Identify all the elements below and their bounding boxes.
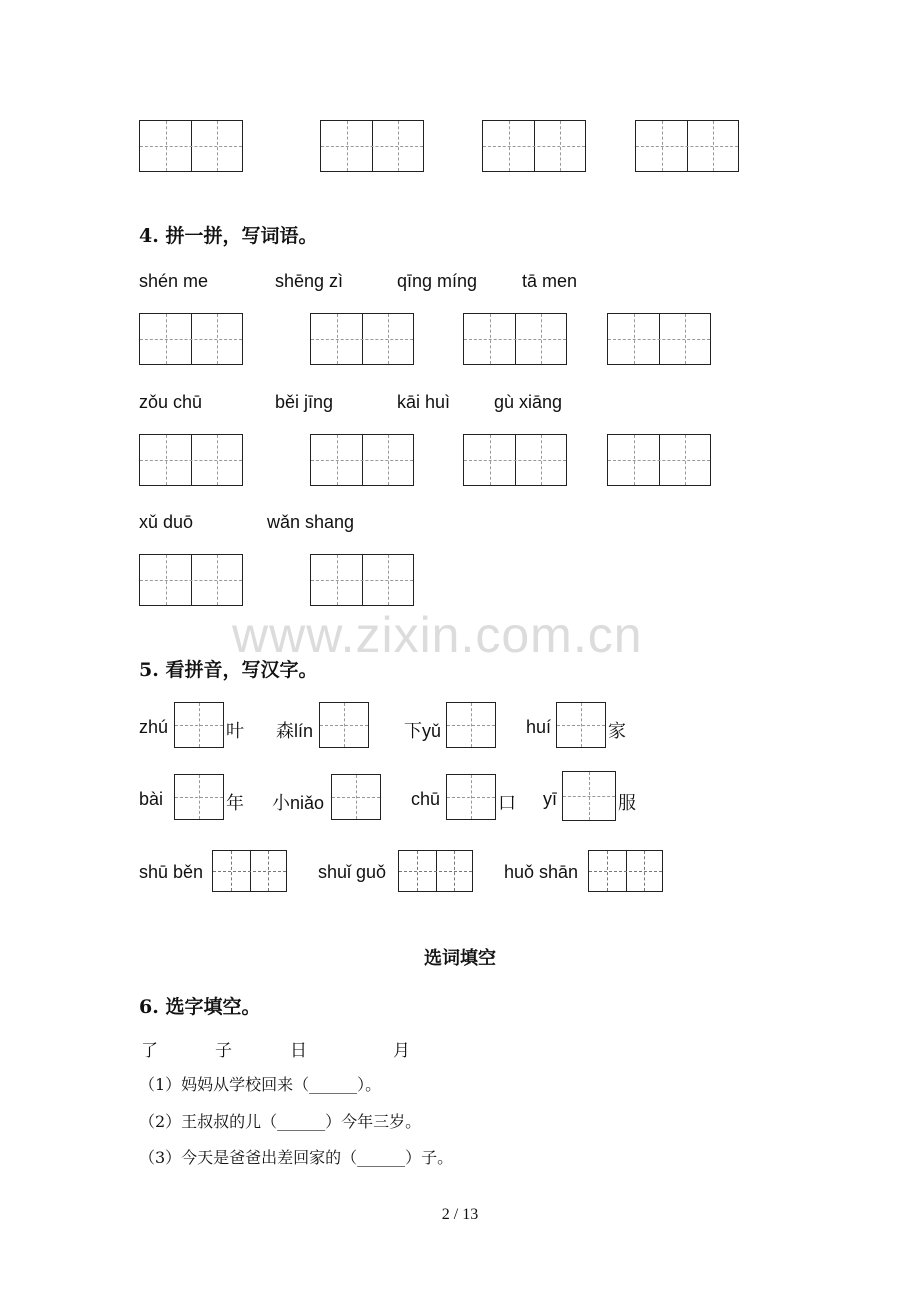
writing-grid [482,120,586,172]
pinyin-label: shuǐ guǒ [318,862,387,882]
writing-grid[interactable] [310,313,414,365]
writing-grid [139,120,243,172]
pinyin-label: tā men [522,271,578,291]
suffix-char: 年 [226,793,244,813]
answer-box[interactable] [174,774,224,820]
pinyin-label: huí [526,717,552,737]
answer-box-pair[interactable] [398,850,473,892]
option-char: 月 [393,1041,410,1061]
section-5-heading: 5. 看拼音，写汉字。 [139,659,318,681]
answer-box[interactable] [562,771,616,821]
pinyin-label: shén me [139,271,209,291]
option-char: 子 [215,1041,232,1061]
suffix-char: 服 [618,793,636,813]
question-item: （2）王叔叔的儿（______）今年三岁。 [139,1112,422,1131]
suffix-char: 叶 [226,721,244,741]
answer-box[interactable] [174,702,224,748]
writing-grid[interactable] [139,434,243,486]
pinyin-label: shū běn [139,862,204,882]
pinyin-label: bài [139,789,164,809]
page-number: 2 / 13 [441,1206,479,1223]
pinyin-label: gù xiāng [494,392,563,412]
writing-grid [320,120,424,172]
suffix-char: 家 [608,721,626,741]
answer-box[interactable] [446,702,496,748]
answer-box[interactable] [556,702,606,748]
pinyin-label: kāi huì [397,392,451,412]
pinyin-label: 小niǎo [272,793,325,813]
question-item: （1）妈妈从学校回来（______）。 [139,1075,382,1094]
writing-grid [635,120,739,172]
writing-grid[interactable] [607,434,711,486]
pinyin-label: 森lín [276,721,314,741]
pinyin-label: xǔ duō [139,512,194,532]
question-item: （3）今天是爸爸出差回家的（______）子。 [139,1148,454,1167]
pinyin-label: zǒu chū [139,392,203,412]
writing-grid[interactable] [463,434,567,486]
answer-box-pair[interactable] [588,850,663,892]
writing-grid[interactable] [310,554,414,606]
pinyin-label: 下yǔ [404,721,442,741]
option-char: 日 [290,1041,307,1061]
writing-grid[interactable] [139,313,243,365]
writing-grid[interactable] [310,434,414,486]
answer-box[interactable] [319,702,369,748]
answer-box[interactable] [446,774,496,820]
section-4-heading: 4. 拼一拼，写词语。 [139,225,318,247]
pinyin-label: chū [411,789,441,809]
pinyin-label: běi jīng [275,392,334,412]
answer-box[interactable] [331,774,381,820]
pinyin-label: qīng míng [397,271,478,291]
writing-grid[interactable] [463,313,567,365]
section-6-heading: 6. 选字填空。 [139,996,261,1018]
answer-box-pair[interactable] [212,850,287,892]
pinyin-label: wǎn shang [267,512,355,532]
watermark: www.zixin.com.cn [232,607,643,663]
suffix-char: 口 [498,793,516,813]
section-title: 选词填空 [424,948,496,969]
pinyin-label: shēng zì [275,271,344,291]
pinyin-label: zhú [139,717,169,737]
option-char: 了 [141,1041,158,1061]
writing-grid[interactable] [607,313,711,365]
writing-grid[interactable] [139,554,243,606]
pinyin-label: yī [543,789,558,809]
pinyin-label: huǒ shān [504,862,579,882]
